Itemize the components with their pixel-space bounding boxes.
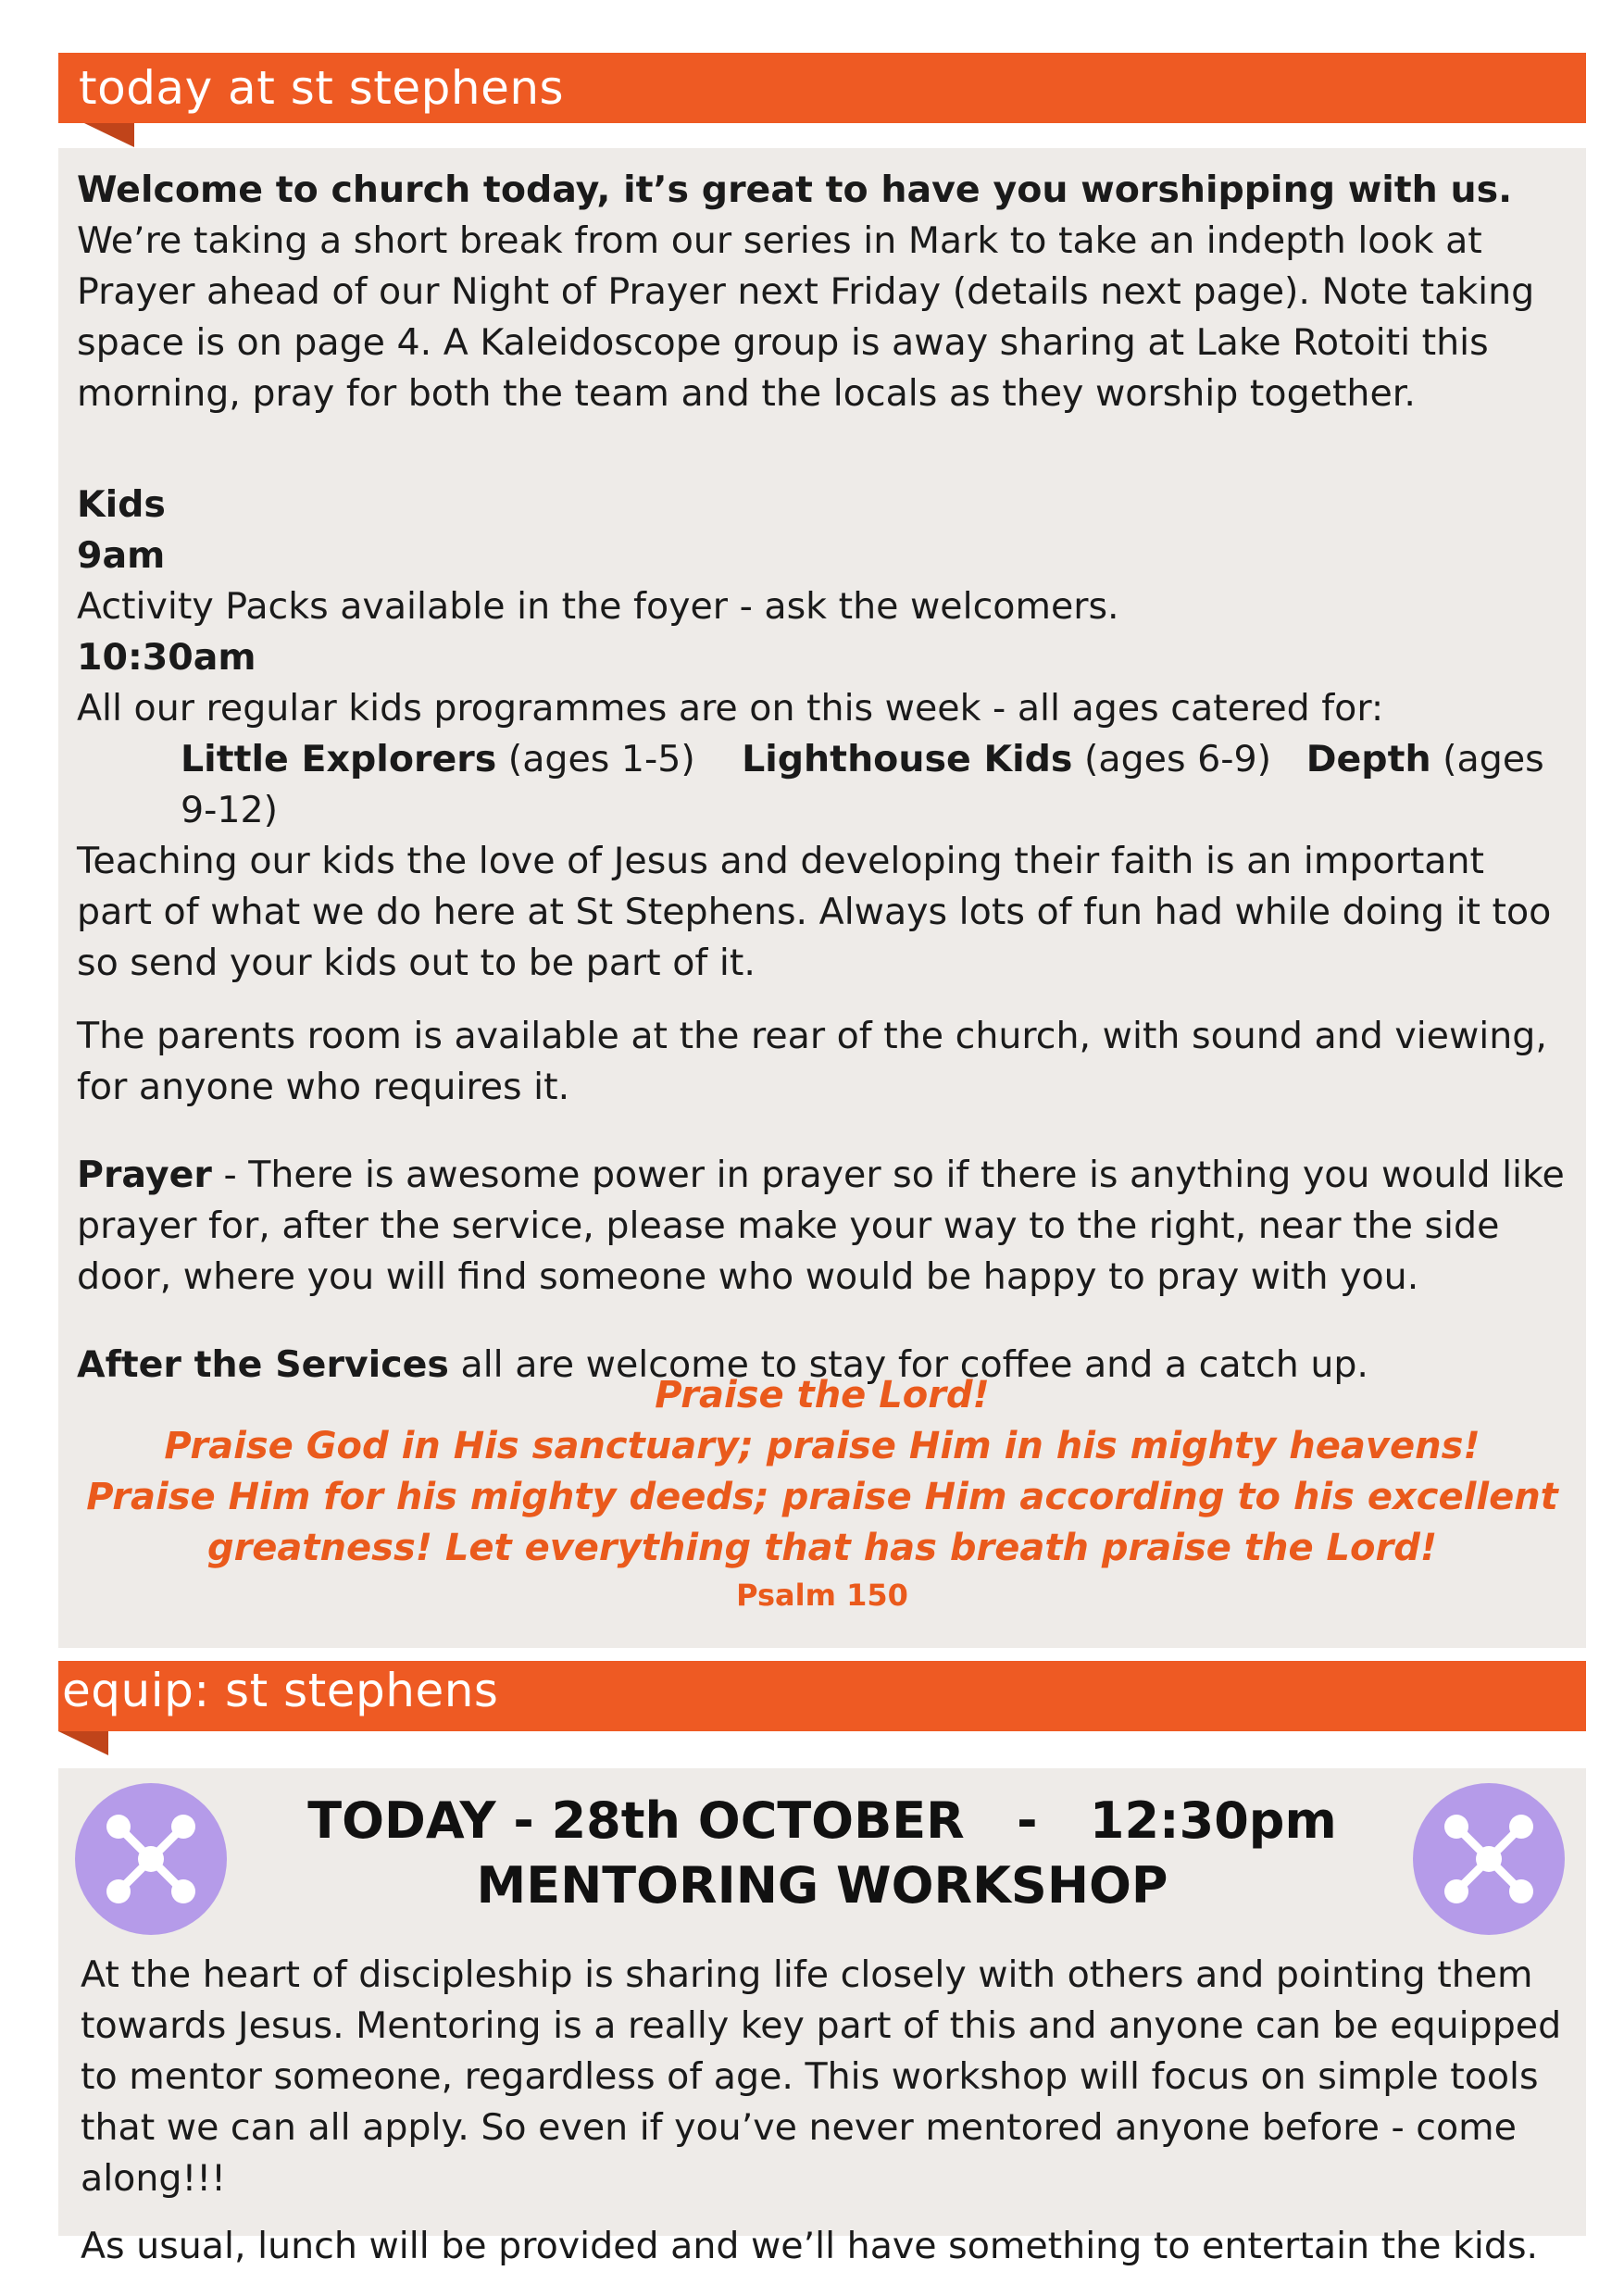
program-name: Depth	[1305, 738, 1431, 780]
section-title: equip: st stephens	[62, 1664, 499, 1717]
after-body: all are welcome to stay for coffee and a catch up.	[448, 1343, 1368, 1386]
prayer-paragraph	[77, 1150, 1568, 1303]
equip-panel	[58, 1768, 1586, 2267]
welcome-lead: Welcome to church today, it’s great to have you worshipping with us.	[77, 168, 1513, 211]
prayer-body: - There is awesome power in prayer so if there is anything you would like prayer for, after the service, please make your way to the right, near the side door, where you will find someone who would be happy to pray with you.	[77, 1154, 1565, 1298]
section-title: today at st stephens	[79, 61, 565, 115]
verse-line: Praise God in His sanctuary; praise Him in his mighty heavens!	[164, 1425, 1480, 1467]
verse-line: greatness! Let everything that has breath praise the Lord!	[206, 1527, 1438, 1569]
program-ages: (ages 9-12)	[181, 738, 1544, 831]
kids-section	[77, 480, 1568, 1391]
regular-programmes: All our regular kids programmes are on this week - all ages catered for:	[77, 687, 1384, 730]
today-text	[77, 165, 1568, 419]
welcome-body: We’re taking a short break from our series in Mark to take an indepth look at Prayer ahead of our Night of Prayer next Friday (details next page). Note taking space is on page 4. A Kaleidoscope group is away sharing at Lake Rotoiti this morning, pray for both the team and the locals as they worship together.	[77, 219, 1535, 415]
scripture-verse	[58, 1370, 1586, 1616]
workshop-title: MENTORING WORKSHOP	[476, 1856, 1168, 1915]
workshop-description: At the heart of discipleship is sharing life closely with others and pointing them towards Jesus. Mentoring is a really key part of this and anyone can be equipped to mentor someone, regardless of age. This workshop will focus on simple tools that we can all apply. So even if you’ve never mentored anyone before - come along!!!	[81, 1953, 1562, 2200]
verse-reference: Psalm 150	[736, 1578, 908, 1613]
verse-line: Praise the Lord!	[655, 1374, 990, 1416]
program-name: Lighthouse Kids	[742, 738, 1073, 780]
verse-line: Praise Him for his mighty deeds; praise Him according to his excellent	[86, 1476, 1558, 1518]
section-banner-today	[58, 53, 1586, 123]
activity-packs: Activity Packs available in the foyer - ask the welcomers.	[77, 585, 1119, 628]
kids-heading: Kids	[77, 483, 166, 526]
lunch-note: As usual, lunch will be provided and we’ll have something to entertain the kids.	[81, 2225, 1539, 2267]
workshop-headline	[58, 1789, 1586, 1918]
workshop-text	[81, 1950, 1564, 2272]
welcome-paragraph	[77, 165, 1568, 419]
program-name: Little Explorers	[181, 738, 497, 780]
time-9am: 9am	[77, 534, 166, 577]
time-1030am: 10:30am	[77, 636, 256, 679]
parents-room: The parents room is available at the rear of the church, with sound and viewing, for anyone who requires it.	[77, 1015, 1547, 1108]
section-banner-equip	[58, 1661, 1586, 1731]
workshop-date: TODAY - 28th OCTOBER - 12:30pm	[307, 1791, 1337, 1850]
banner-tail	[58, 1731, 108, 1755]
teaching-paragraph: Teaching our kids the love of Jesus and developing their faith is an important part of what we do here at St Stephens. Always lots of fun had while doing it too so send your kids out to be part of it.	[77, 840, 1552, 984]
prayer-heading: Prayer	[77, 1154, 212, 1196]
today-panel	[58, 148, 1586, 1648]
after-heading: After the Services	[77, 1343, 449, 1386]
banner-tail	[84, 123, 134, 147]
programmes-list	[77, 734, 1568, 836]
program-ages: (ages 1-5)	[496, 738, 695, 780]
program-ages: (ages 6-9)	[1072, 738, 1272, 780]
